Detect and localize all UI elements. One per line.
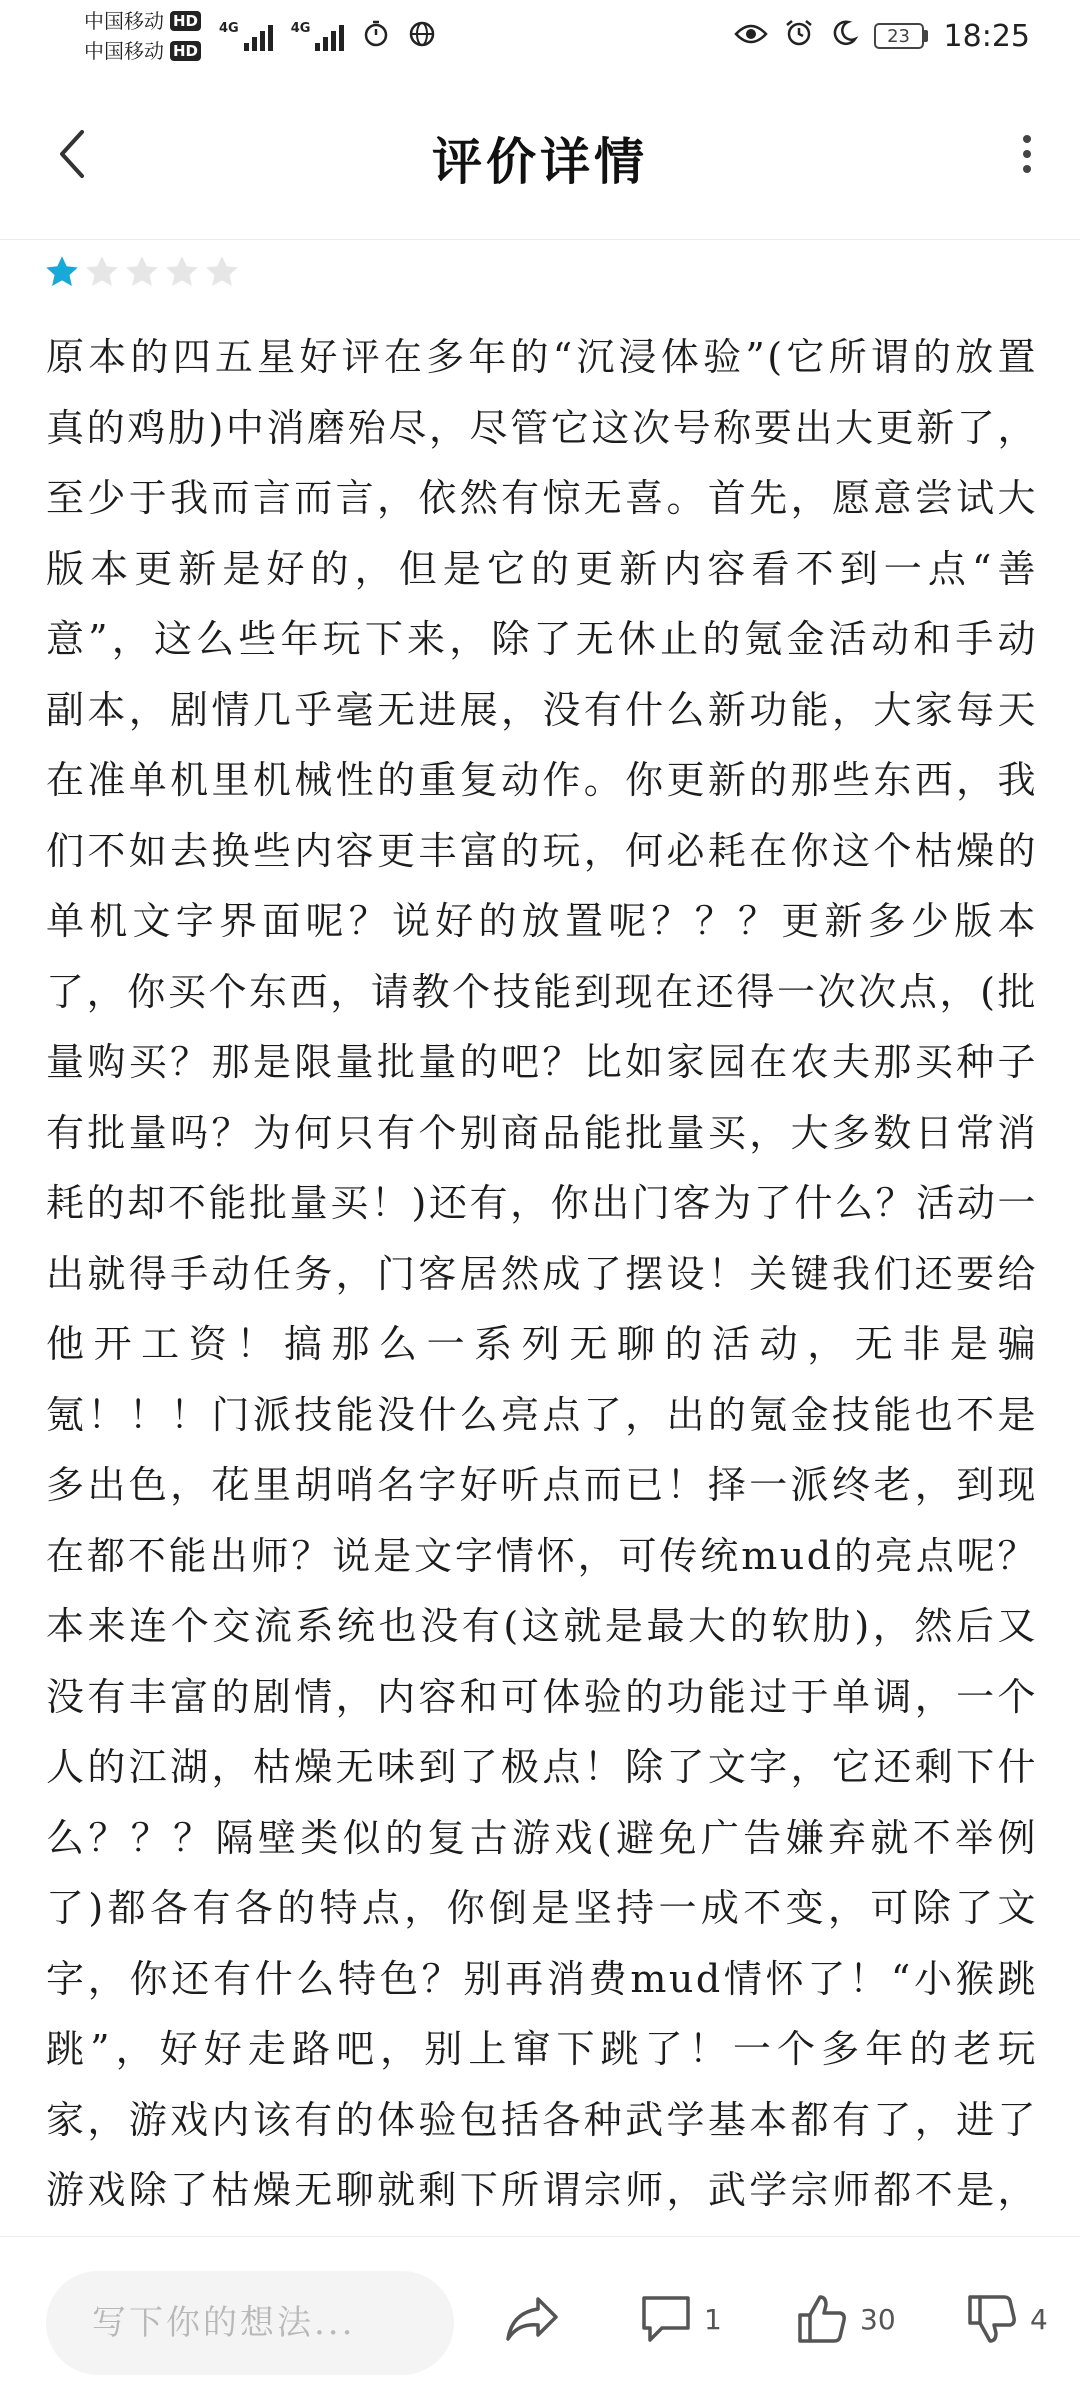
page-title: 评价详情 — [432, 133, 648, 191]
status-bar — [0, 0, 1080, 72]
thumbs-up-icon — [796, 2293, 848, 2345]
more-options-button[interactable] — [1002, 124, 1052, 184]
status-time: 18:25 — [943, 18, 1030, 54]
like-button[interactable] — [796, 2287, 896, 2351]
thumbs-down-icon — [966, 2293, 1018, 2345]
hd-badge-2: HD — [170, 41, 201, 61]
star-empty-icon — [84, 254, 120, 290]
app-header — [0, 72, 1080, 240]
likes-count: 30 — [860, 2302, 896, 2336]
signal-strength-icon — [219, 21, 273, 51]
status-left — [84, 6, 436, 66]
review-text: 原本的四五星好评在多年的“沉浸体验”(它所谓的放置真的鸡肋)中消磨殆尽，尽管它这次号称要出大更新了，至少于我而言而言，依然有惊无喜。首先，愿意尝试大版本更新是好的，但是它的更新内容看不到一点“善意”，这么些年玩下来，除了无休止的氪金活动和手动副本，剧情几乎毫无进展，没有什么新功能，大家每天在准单机里机械性的重复动作。你更新的那些东西，我们不如去换些内容更丰富的玩，何必耗在你这个枯燥的单机文字界面呢？说好的放置呢？？？更新多少版本了，你买个东西，请教个技能到现在还得一次次点，(批量购买？那是限量批量的吧？比如家园在农夫那买种子有批量吗？为何只有个别商品能批量买，大多数日常消耗的却不能批量买！)还有，你出门客为了什么？活动一出就得手动任务，门客居然成了摆设！关键我们还要给他开工资！搞那么一系列无聊的活动，无非是骗氪！！！门派技能没什么亮点了，出的氪金技能也不是多出色，花里胡哨名字好听点而已！择一派终老，到现在都不能出师？说是文字情怀，可传统mud的亮点呢？本来连个交流系统也没有(这就是最大的软肋)，然后又没有丰富的剧情，内容和可体验的功能过于单调，一个人的江湖，枯燥无味到了极点！除了文字，它还剩下什么？？？隔壁类似的复古游戏(避免广告嫌弃就不举例了)都各有各的特点，你倒是坚持一成不变，可除了文字，你还有什么特色？别再消费mud情怀了！“小猴跳跳”，好好走路吧，别上窜下跳了！一个多年的老玩家，游戏内该有的体验包括各种武学基本都有了，进了游戏除了枯燥无聊就剩下所谓宗师，武学宗师都不是， — [46, 335, 1038, 2212]
globe-icon — [408, 20, 436, 53]
share-arrow-icon — [504, 2295, 560, 2343]
carrier-name-1: 中国移动 — [84, 9, 164, 33]
timer-icon — [362, 20, 390, 53]
share-button[interactable] — [504, 2287, 560, 2351]
signal-strength-icon-2 — [291, 21, 345, 51]
network-type-2: 4G — [290, 21, 311, 36]
hd-badge-1: HD — [170, 11, 201, 31]
dislike-button[interactable] — [966, 2287, 1048, 2351]
comment-bubble-icon — [640, 2294, 692, 2344]
carrier-line-2 — [84, 36, 201, 66]
comment-input[interactable] — [46, 2271, 454, 2375]
star-empty-icon — [204, 254, 240, 290]
status-right — [734, 18, 1030, 55]
carrier-line-1 — [84, 6, 201, 36]
comments-button[interactable] — [640, 2287, 722, 2351]
eye-comfort-icon — [734, 20, 768, 53]
dislikes-count: 4 — [1030, 2302, 1048, 2336]
star-rating — [44, 254, 240, 290]
network-type-1: 4G — [219, 21, 239, 36]
bottom-action-bar — [0, 2236, 1080, 2400]
battery-level: 23 — [874, 23, 924, 49]
carrier-info — [84, 6, 201, 66]
star-empty-icon — [164, 254, 200, 290]
more-vertical-icon — [1021, 134, 1033, 174]
alarm-icon — [784, 18, 814, 55]
moon-icon — [830, 19, 858, 54]
battery-icon — [874, 23, 928, 49]
star-filled-icon — [44, 254, 80, 290]
star-empty-icon — [124, 254, 160, 290]
carrier-name-2: 中国移动 — [84, 39, 164, 63]
comments-count: 1 — [704, 2302, 722, 2336]
